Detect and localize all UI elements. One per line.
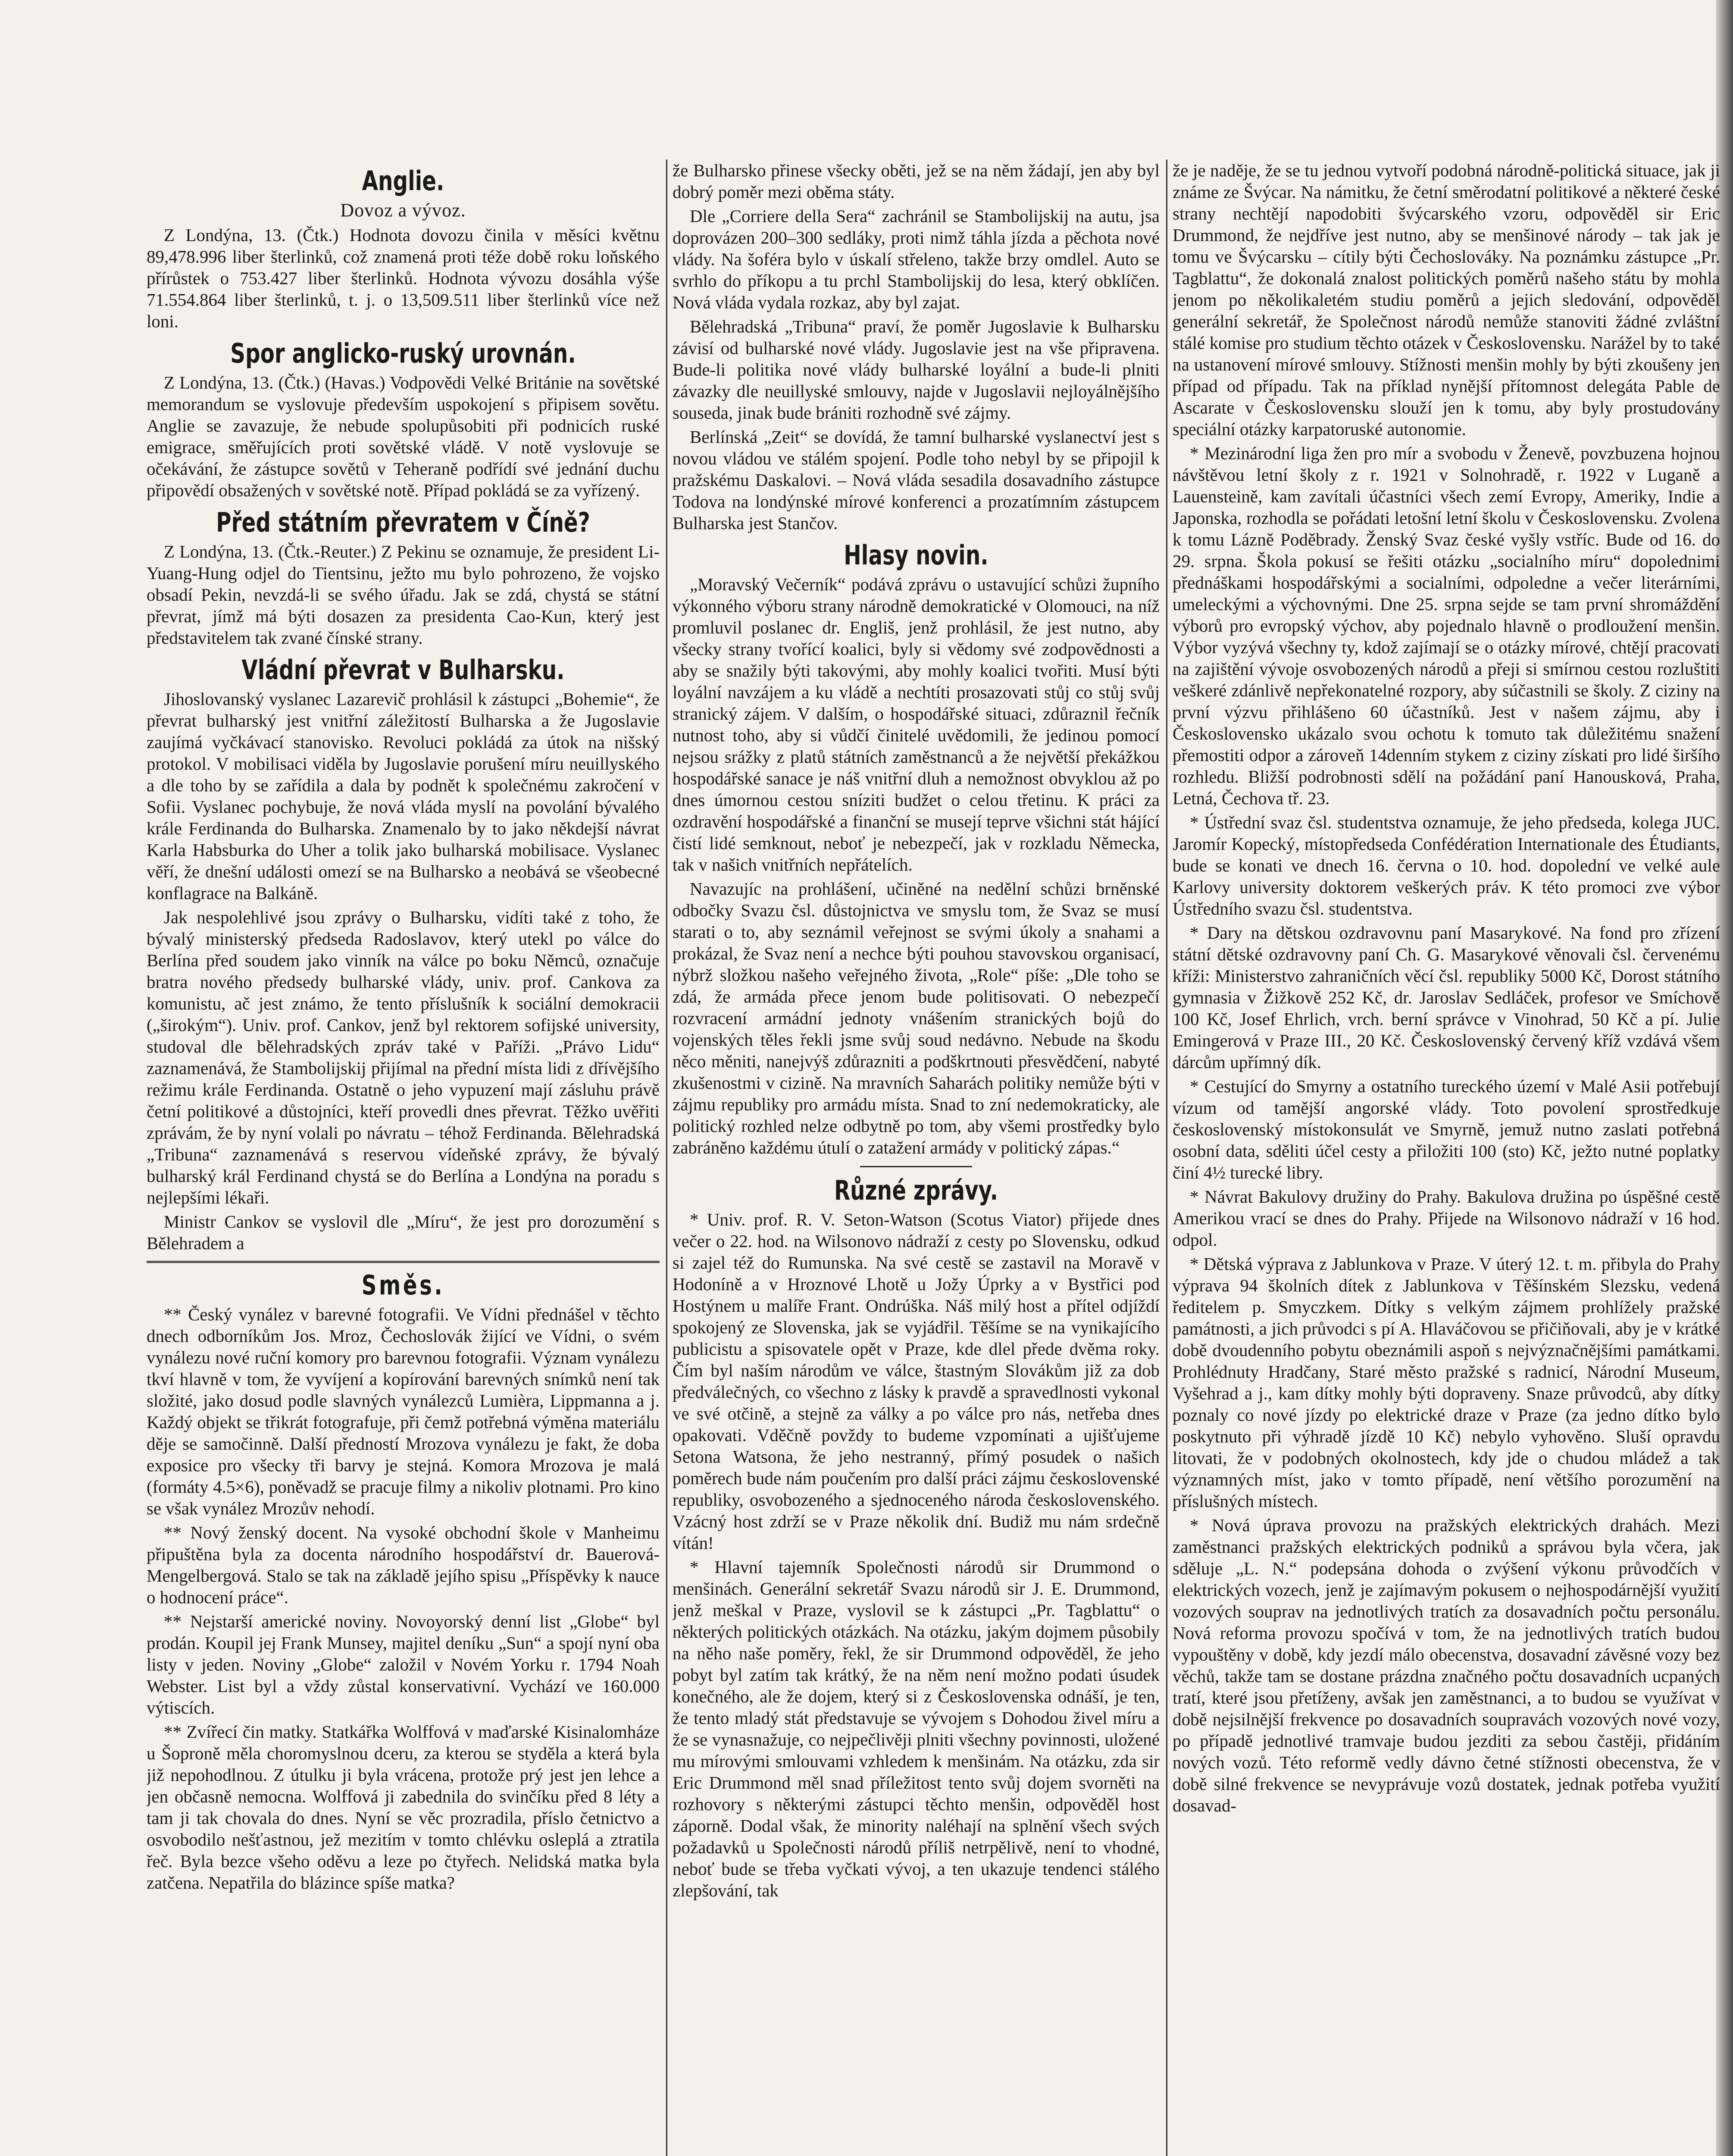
article-bulharsko-cont-3: Bělehradská „Tribuna“ praví, že poměr Jugoslavie k Bulharsku závisí od bulharské nové vlády. Jugoslavie jest na vše připravena. Bude-li politika nové vlády bulharské loyální a bude-li plniti závazky dle neuillyské smlouvy, najde v Jugoslavii nejloyálnějšího souseda, jinak bude brániti rozhodně své zájmy. xyxy=(673,317,1160,423)
column-right xyxy=(1173,160,1720,2156)
article-liga-zen: * Mezinárodní liga žen pro mír a svobodu v Ženevě, povzbuzena hojnou návštěvou letní školy z r. 1921 v Solnohradě, r. 1922 v Luganě a Lauensteině, kam zavítali účastníci všech zemí Evropy, Ameriky, Indie a Japonska, rozhodla se pořádati letošní letní školu v Československu. Zvolena k tomu Lázně Poděbrady. Ženský Svaz české vyšly vstříc. Bude od 16. do 29. srpna. Škola pokusí se řešiti otázku „socialního míru“ dopolednimi přednáškami hospodářskými a socialními, odpoledne a večer literárními, umeleckými a výchovnými. Dne 25. srpna sejde se tam první shromáždění výborů pro evropský výchov, aby pojednalo hlavně o prodloužení menšin. Výbor vyzývá všechny ty, kdož zajímají se o otázky mírové, chtějí pracovati na zajištění vývoje osvobozených národů a přeji si smírnou cestou rozluštiti veškeré zdánlivě nepřekonatelné rozpory, aby súčastnili se školy. Z ciziny na první výzvu přihlášeno 60 účastníků. Jest v našem zájmu, aby i Československo ukázalo svou ochotu k tomuto tak důležitému snažení přemostiti odpor a zároveň 14denním stykem z ciziny získati pro lidé širšího rozhledu. Bližší podrobnosti sdělí na požádání paní Hanousková, Praha, Letná, Čechova tř. 23. xyxy=(1173,443,1720,808)
headline-hlasy-novin: Hlasy novin. xyxy=(844,539,988,571)
article-jablunkov: * Dětská výprava z Jablunkova v Praze. V úterý 12. t. m. přibyla do Prahy výprava 94 školních dítek z Jablunkova v Těšínském Slezsku, vedená ředitelem p. Smyczkem. Dítky s velkým zájmem prohlížely pražské památnosti, a jich průvodci s pí A. Hlaváčovou se přičiňovali, aby je v krátké době dvoudenního pobytu obeznámili aspoň s nejvýznačnějšími památkami. Prohlédnuty Hradčany, Staré město pražské s radnicí, Národní Museum, Vyšehrad a j., kam dítky mohly býti dopraveny. Snaze průvodců, aby dítky poznaly co nové jízdy po elektrické draze v Praze (za jedno dítko bylo poskytnuto při výhradě jízdě 10 Kč) nebylo vyhověno. Sluší opravdu litovati, že v podobných okolnostech, kdy jde o chudou mládež a tak významných míst, jako v tomto případě, není většího porozumění na příslušných místech. xyxy=(1173,1254,1720,1511)
section-divider xyxy=(860,1166,972,1167)
headline-bulharsko: Vládní převrat v Bulharsku. xyxy=(241,654,565,686)
article-hlasy-p2: Navazujíc na prohlášení, učiněné na nedělní schůzi brněnské odbočky Svazu čsl. důstojnictva ve smyslu tom, že Svaz se musí starati o to, aby seznámil veřejnost se svými úkoly a snahami a prokázal, že Svaz není a nechce býti pouhou stavovskou organisací, nýbrž složkou našeho veřejného života, „Role“ píše: „Dle toho se zdá, že armáda přece jenom bude politisovati. O nebezpečí rozvracení armádní jednoty vnášením stranických bojů do vojenských těles řekli jsme svůj soud nedávno. Nebude na škodu něco měniti, nanejvýš zdůrazniti a podškrtnouti přesvědčení, nabyté zkušenostmi v cizině. Na mravních Saharách politiky nemůže býti v zájmu republiky pro armádu místa. Snad to zní nedemokraticky, ale politický rozhled nelze odbytně po tom, aby všemi prostředky bylo zabráněno každému útulí o zatažení armády v politický zápas.“ xyxy=(673,879,1160,1157)
article-bulharsko-p1: Jihoslovanský vyslanec Lazarevič prohlásil k zástupci „Bohemie“, že převrat bulharský jest vnitřní záležitostí Bulharska a že Jugoslavie zaujímá vyčkávací stanovisko. Revoluci pokládá za útok na nišský protokol. V mobilisaci viděla by Jugoslavie porušení míru neuillyského a dle toho by se zařídila a dala by podnět k společnému zakročení v Sofii. Vyslanec pochybuje, že nová vláda myslí na povolání bývalého krále Ferdinanda do Bulharska. Znamenalo by to jako někdejší návrat Karla Habsburka do Uher a tolik jako bulharská mobilisace. Vyslanec věří, že dnešní události omezí se na Bulharsko a neobává se všeobecné konflagrace na Balkáně. xyxy=(147,689,660,903)
column-rule xyxy=(666,160,667,2156)
article-anglie: Z Londýna, 13. (Čtk.) Hodnota dovozu činila v měsíci květnu 89,478.996 liber šterlinků, což znamená proti téže době roku loňského přírůstek o 753.427 liber šterlinků. Hodnota vývozu dosáhla výše 71.554.864 liber šterlinků, t. j. o 13,509.511 liber šterlinků více než loni. xyxy=(147,225,660,331)
headline-cina: Před státním převratem v Číně? xyxy=(216,507,590,538)
article-bulharsko-cont-1: že Bulharsko přinese všecky oběti, jež se na něm žádají, jen aby byl dobrý poměr mezi oběma státy. xyxy=(673,160,1160,202)
column-rule xyxy=(1166,160,1167,2156)
article-drummond-cont: že je naděje, že se tu jednou vytvoří podobná národně-politická situace, jak ji známe ze Švýcar. Na námitku, že četní směrodatní politikové a některé české strany nechtějí napodobiti švýcarského vzoru, odpověděl sir Eric Drummond, že nejdříve jest nutno, aby se menšinové národy – tak jak je tomu ve Švýcarsku – cítily býti Čechoslováky. Na poznámku zástupce „Pr. Tagblattu“, že dokonalá znalost politických poměrů našeho státu by mohla jenom po několikaletém studiu poměrů a jejich sledování, odpověděl generální sekretář, že Společnost národů nemůže stanoviti žádné zvláštní stálé komise pro studium těchto otázek v Československu. Narážel by to také na ustanovení mírové smlouvy. Stížnosti menšin mohly by býti zkoušeny jen případ od případu. Tak na příklad nynější přítomnost delegáta Pable de Ascarate v Československu slouží jen k tomu, aby byly prostudovány speciální otázky karpatoruské autonomie. xyxy=(1173,160,1720,439)
article-smes-4: ** Zvířecí čin matky. Statkářka Wolffová v maďarské Kisinalomháze u Šoproně měla choromyslnou dceru, za kterou se styděla a která byla již nepohodlnou. Z útulku ji byla vrácena, protože prý jest jen lehce a jen občasně nemocna. Wolffová ji zabednila do svinčíku před 8 léty a tam ji tak chovala do dnes. Nyní se věc prozradila, příslo četnictvo a osvobodilo nešťastnou, jež mezitím v tomto chlévku osleplá a ztratila řeč. Byla bezce všeho oděvu a leze po čtyřech. Nelidská matka byla zatčena. Nepatřila do blázince spíše matka? xyxy=(147,1722,660,1893)
article-hlasy-p1: „Moravský Večerník“ podává zprávu o ustavující schůzi župního výkonného výboru strany národně demokratické v Olomouci, na níž promluvil poslanec dr. Engliš, jenž prohlásil, že jest nutno, aby všecky strany tvořící koalici, byly si vědomy své zodpovědnosti a aby se snažily býti takovými, aby mohly koalici tvořiti. Musí býti loyální navzájem a ku vládě a nechtíti prosazovati stůj co stůj svůj stranický zájem. V dalším, o hospodářské situaci, zdůraznil řečník nutnost toho, aby si vůdčí činitelé uvědomili, že jedinou pomocí nejsou srážky z platů státních zaměstnanců a že největší překážkou hospodářské sanace je náš vnitřní dluh a nemožnost obvyklou až po dnes úmornou cestou sníziti budžet o celou třetinu. K práci za ozdravění hospodářské a finanční se musejí teprve všichni stát hájící čistí lidé semknout, neboť je nebezpečí, jak v rozkladu Německa, tak v našich vnitřních nepřátelích. xyxy=(673,574,1160,874)
headline-smes: Směs. xyxy=(361,1269,445,1301)
headline-ruzne-zpravy: Různé zprávy. xyxy=(834,1175,998,1206)
article-svaz-studentstva: * Ústřední svaz čsl. studentstva oznamuje, že jeho předseda, kolega JUC. Jaromír Kopecký, místopředseda Confédération Internationale des Étudiants, bude se konati ve dnech 16. června o 10. hod. dopolední ve velké aule Karlovy university doktorem veškerých práv. K této promoci zve výbor Ústředního svazu čsl. studentstva. xyxy=(1173,812,1720,918)
article-smes-1: ** Český vynález v barevné fotografii. Ve Vídni přednášel v těchto dnech odborníkům Jos. Mroz, Čechoslovák žijící ve Vídni, o svém vynálezu nové ruční komory pro barevnou fotografii. Význam vynálezu tkví hlavně v tom, že vyvíjení a kopírování barevných snímků není tak složité, jako dosud podle slavných vynálezců Lumièra, Lippmanna a j. Každý objekt se třikrát fotografuje, při čemž potřebná výměna materiálu děje se samočinně. Další předností Mrozova vynálezu je fakt, že doba exposice pro všecky tři barvy je stejná. Komora Mrozova je malá (formáty 4.5×6), poněvadž se pracuje filmy a nikoliv plotnami. Pro kino se však vynález Mrozův nehodí. xyxy=(147,1304,660,1518)
article-ruzne-p2: * Hlavní tajemník Společnosti národů sir Drummond o menšinách. Generální sekretář Svazu národů sir J. E. Drummond, jenž meškal v Praze, vyslovil se k zástupci „Pr. Tagblattu“ o některých politických otázkách. Na otázku, jakým dojmem působily na něho naše poměry, řekl, že sir Drummond odpověděl, že jeho pobyt byl zatím tak krátký, že na něm není možno podati úsudek konečného, ale že dojem, který si z Československa odnáší, je ten, že tento mladý stát představuje se vývojem s Dohodou živel míru a že se vynasnažuje, co nejpečlivěji plniti všechny povinnosti, uložené mu mírovými smlouvami vzhledem k menšinám. Na otázku, zda sir Eric Drummond měl snad příležitost tento svůj dojem svorněti na rozhovory s některými zástupci těchto menšin, odpověděl host záporně. Dodal však, že minority naléhají na splnění všech svých požadavků u Společnosti národů příliš netrpělivě, není to vhodné, neboť bude se třeba vyčkati vývoj, a ten ukazuje tendenci stálého zlepšování, tak xyxy=(673,1557,1160,1900)
article-smes-3: ** Nejstarší americké noviny. Novoyorský denní list „Globe“ byl prodán. Koupil jej Frank Munsey, majitel deníku „Sun“ a spojí nyní oba listy v jeden. Noviny „Globe“ založil v Novém Yorku r. 1794 Noah Webster. List byl a vždy zůstal konservativní. Vychází ve 160.000 výtiscích. xyxy=(147,1611,660,1717)
headline-spor: Spor anglicko-ruský urovnán. xyxy=(230,338,576,369)
article-bulharsko-p2: Jak nespolehlivé jsou zprávy o Bulharsku, vidíti také z toho, že bývalý ministerský předseda Radoslavov, který utekl po válce do Berlína před soudem jako vinník na válce po boku Němců, označuje bratra nového předsedy bulharské vlády, univ. prof. Cankova za komunistu, ač jest známo, že tento příslušník k sociální demokracii („širokým“). Univ. prof. Cankov, jenž byl rektorem sofijské university, studoval dle bělehradských zpráv také v Paříži. „Právo Lidu“ zaznamenává, že Stambolijskij přijímal na přední místa lidi z dřívějšího režimu krále Ferdinanda. Ostatně o jeho vypuzení mají zásluhu právě četní politikové a důstojníci, kteří provedli dnes převrat. Těžko uvěřiti zprávám, že by nyní volali po návratu – téhož Ferdinanda. Bělehradská „Tribuna“ zaznamenává s reservou vídeňské zprávy, že bývalý bulharský král Ferdinand chystá se do Berlína a Londýna na poradu s nejlepšími lékaři. xyxy=(147,907,660,1207)
column-middle xyxy=(673,160,1160,2156)
article-elektricke-drahy: * Nová úprava provozu na pražských elektrických drahách. Mezi zaměstnanci pražských elektrických podniků a správou byla včera, jak sděluje „L. N.“ podepsána dohoda o zvýšení výkonu průvodčích v elektrických vozech, jenž je zajímavým pokusem o nejhospodárnější využití vozových souprav na jednotlivých tratích za dosavadních počtu personálu. Nová reforma provozu spočívá v tom, že na jednotlivých tratích budou vypouštěny v době, kdy jezdí málo obecenstva, dosavadní závěsné vozy bez věchů, takže tam se dostane prázdna značného počtu dosavadních ucpaných tratí, které jsou přetíženy, avšak jen zaměstnanci, a to budou se využívat v době nejsilnější frekvence po dosavadních soupravách vozových nové vozy, po případě jednotlivé tramvaje budou jezditi za sebou častěji, přidáním nových vozů. Této reformě vedly dávno četné stížnosti obecenstva, že v době silné frekvence se nevyprávuje vozů dostatek, jednak potřeba využití dosavad- xyxy=(1173,1515,1720,1815)
article-bulharsko-cont-4: Berlínská „Zeit“ se dovídá, že tamní bulharské vyslanectví jest s novou vládou ve stálém spojení. Podle toho nebyl by se připojil k pražskému Daskalovi. – Nová vláda sesadila dosavadního zástupce Todova na londýnské mírové konferenci a prozatímním zástupcem Bulharska jest Stančov. xyxy=(673,427,1160,533)
headline-anglie: Anglie. xyxy=(362,165,444,197)
section-divider xyxy=(147,1261,660,1263)
article-spor: Z Londýna, 13. (Čtk.) (Havas.) Vodpovědi Velké Británie na sovětské memorandum se vyslovuje především uspokojení s připisem sovětu. Anglie se zavazuje, že nebude spolupůsobiti při podnicích ruské emigrace, směřujících proti sovětské vládě. V notě vyslovuje se očekávání, že zástupce sovětů v Teheraně podřídí své jednání duchu připovědí obsažených v sovětské notě. Případ pokládá se za vyřízený. xyxy=(147,373,660,500)
article-dary-ozdravovna: * Dary na dětskou ozdravovnu paní Masarykové. Na fond pro zřízení státní dětské ozdravovny paní Ch. G. Masarykové věnovali čsl. červenému kříži: Ministerstvo zahraničních věcí čsl. republiky 5000 Kč, Dorost státního gymnasia v Žižkově 252 Kč, dr. Jaroslav Sedláček, profesor ve Smíchově 100 Kč, Josef Ehrlich, vrch. berní správce v Vinohrad, 50 Kč a pí. Julie Emingerová v Praze III., 20 Kč. Československý červený kříž vzdává všem dárcům upřímný dík. xyxy=(1173,923,1720,1072)
article-cina: Z Londýna, 13. (Čtk.-Reuter.) Z Pekinu se oznamuje, že president Li-Yuang-Hung odjel do Tientsinu, ježto mu bylo pohrozeno, že vojsko obsadí Pekin, nevzdá-li se svého úřadu. Jak se zdá, chystá se státní převrat, jímž má býti dosazen za presidenta Cao-Kun, který jest představitelem tak zvané čínské strany. xyxy=(147,542,660,648)
article-smyrna: * Cestující do Smyrny a ostatního tureckého území v Malé Asii potřebují vízum od tamější angorské vlády. Toto povolení sprostředkuje československý místokonsulát ve Smyrně, jemuž nutno zaslati potřebná osobní data, sděliti účel cesty a přiložiti 100 (sto) Kč, ježto nutné poplatky činí 4½ turecké libry. xyxy=(1173,1076,1720,1182)
article-smes-2: ** Nový ženský docent. Na vysoké obchodní škole v Manheimu připuštěna byla za docenta národního hospodářství dr. Bauerová-Mengelbergová. Stalo se tak na základě jejího spisu „Příspěvky k nauce o hodnocení práce“. xyxy=(147,1523,660,1607)
subheadline-dovoz: Dovoz a vývoz. xyxy=(340,200,466,221)
column-left xyxy=(147,160,660,2156)
article-bulharsko-cont-2: Dle „Corriere della Sera“ zachránil se Stambolijskij na autu, jsa doprovázen 200–300 sedláky, proti nimž táhla jízda a pěchota nové vlády. Na šoféra bylo v úskalí střeleno, takže brzy omdlel. Auto se svrhlo do příkopu a tu prchl Stambolijskij do lesa, který obklíčen. Nová vláda vydala rozkaz, aby byl zajat. xyxy=(673,206,1160,312)
article-bulharsko-p3: Ministr Cankov se vyslovil dle „Míru“, že jest pro dorozumění s Bělehradem a xyxy=(147,1212,660,1253)
article-ruzne-p1: * Univ. prof. R. V. Seton-Watson (Scotus Viator) přijede dnes večer o 22. hod. na Wilsonovo nádraží z cesty po Slovensku, odkud si zajel též do Rumunska. Na své cestě se zastavil na Moravě v Hodoníně a v Hroznové Lhotě u Jožy Úprky a v Bystřici pod Hostýnem u malíře Frant. Ondrúška. Náš milý host a přítel odjíždí spokojený ze Slovenska, jak se vyjádřil. Těšíme se na vynikajícího publicistu a spisovatele opět v Praze, kde dlel přede dvěma roky. Čím byl naším národům ve válce, štastným Slovákům již za dob předválečných, co všechno z lásky k pravdě a spravedlnosti vykonal ve své otčině, a stejně za války a po válce pro nás, netřeba dnes opakovati. Vděčně povždy to budeme vzpomínati a ujišťujeme Setona Watsona, že jeho nestranný, přímý posudek o našich poměrech bude nám poučením pro další práci zájmu československé republiky, osvobozeného a sjednoceného národa československého. Vzácný host zdrží se v Praze několik dní. Budiž mu nám srdečně vítán! xyxy=(673,1210,1160,1553)
article-bakula: * Návrat Bakulovy družiny do Prahy. Bakulova družina po úspěšné cestě Amerikou vrací se dnes do Prahy. Přijede na Wilsonovo nádraží v 16 hod. odpol. xyxy=(1173,1187,1720,1250)
